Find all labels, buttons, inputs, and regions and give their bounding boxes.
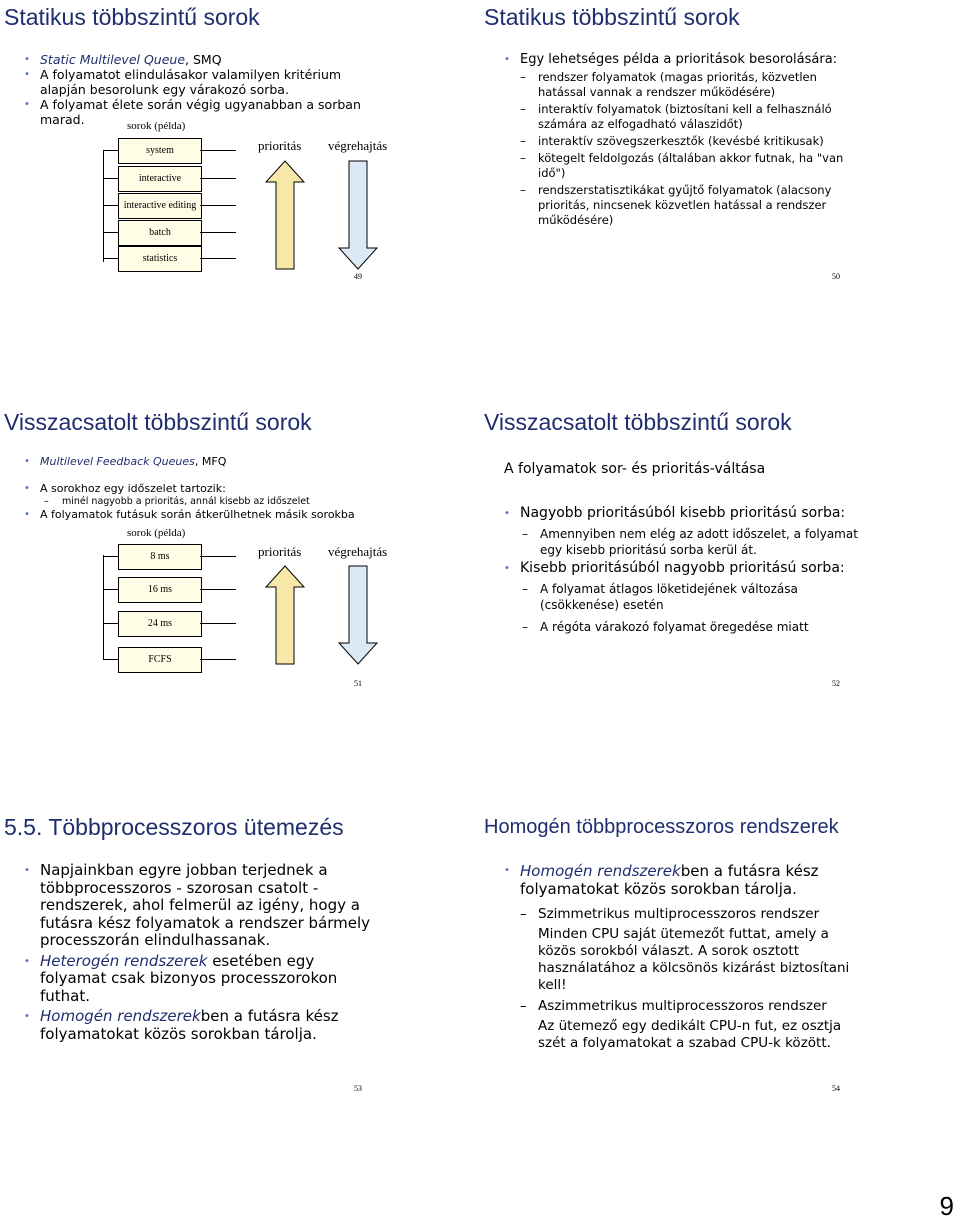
connector-line [103, 205, 118, 206]
connector-line [103, 178, 118, 179]
list-item [22, 482, 382, 508]
page-number: 54 [832, 1084, 840, 1093]
queue-exit-line [200, 178, 236, 179]
connector-line [103, 150, 104, 262]
list-item: – interaktív folyamatok (biztosítani kell a felhasználó számára az elfogadható válaszidőt) [518, 102, 863, 132]
queue-exit-line [200, 589, 236, 590]
connector-line [103, 589, 118, 590]
sub-item-body: Minden CPU saját ütemezőt futtat, amely a közös sorokból választ. A sorok osztott használatához a kölcsönös kizárást biztosítani kell! [538, 926, 850, 993]
list-item [502, 52, 862, 67]
list-item [22, 953, 382, 1006]
list-text: A sorokhoz egy időszelet tartozik: [40, 482, 226, 495]
list-item [22, 455, 382, 469]
slide-49 [0, 0, 470, 400]
connector-line [103, 555, 104, 659]
list-item: – rendszer folyamatok (magas prioritás, közvetlen hatással vannak a rendszer működésére) [518, 70, 863, 100]
execution-label: végrehajtás [328, 544, 388, 559]
term-italic: Static Multilevel Queue [40, 52, 186, 67]
list-item: • A folyamat élete során végig ugyanabban a sorban marad. [22, 97, 382, 127]
page-number: 50 [832, 272, 840, 281]
list-item: • Napjainkban egyre jobban terjednek a többprocesszoros - szorosan csatolt - rendszerek, ahol felmerül az igény, hogy a futásra kész folyamatok a rendszer bármely processzorán elindulhassanak. [22, 862, 382, 950]
slide-53 [0, 810, 470, 1210]
queue-box: system [118, 138, 202, 164]
connector-line [103, 556, 118, 557]
sub-item: – minél nagyobb a prioritás, annál kisebb az időszelet [42, 496, 382, 508]
execution-down-arrow-icon [338, 565, 378, 665]
slide-54 [480, 810, 950, 1210]
connector-line [103, 258, 118, 259]
execution-down-arrow-icon [338, 160, 378, 270]
sub-item: – A folyamat átlagos löketidejének változása (csökkenése) esetén [520, 581, 862, 613]
queue-box: 16 ms [118, 577, 202, 603]
list-item: • A folyamatot elindulásakor valamilyen kritérium alapján besorolunk egy várakozó sorba. [22, 67, 382, 97]
queue-box: batch [118, 220, 202, 246]
slide-52 [480, 405, 950, 805]
sub-item-body: Az ütemező egy dedikált CPU-n fut, ez osztja szét a folyamatokat a szabad CPU-k között. [538, 1018, 842, 1051]
term-suffix: esetében egy folyamat csak bizonyos processzorokon futhat. [40, 951, 338, 1005]
list-text: Nagyobb prioritásúból kisebb prioritású sorba: [520, 505, 846, 521]
list-item: – interaktív szövegszerkesztők (kevésbé kritikusak) [518, 134, 863, 149]
bullet-list [502, 862, 862, 898]
slide-title: Visszacsatolt többszintű sorok [4, 409, 312, 435]
queue-box: 24 ms [118, 611, 202, 637]
slide-title: Statikus többszintű sorok [4, 4, 260, 30]
list-item: • A folyamatok futásuk során átkerülhetnek másik sorokba [22, 508, 382, 522]
bullet-list [502, 52, 862, 67]
slide-title: Visszacsatolt többszintű sorok [484, 409, 792, 435]
page-number: 53 [354, 1084, 362, 1093]
priority-up-arrow-icon [265, 565, 305, 665]
priority-up-arrow-icon [265, 160, 305, 270]
slide-50 [480, 0, 950, 400]
sub-item: – Aszimmetrikus multiprocesszoros rendszer [518, 998, 863, 1015]
diagram-caption: sorok (példa) [127, 527, 186, 539]
list-item [22, 52, 382, 67]
term-suffix: ben a futásra kész folyamatokat közös sorokban tárolja. [520, 862, 819, 898]
bullet-list [502, 505, 862, 635]
bullet-list [22, 455, 382, 522]
queue-exit-line [200, 556, 236, 557]
connector-line [103, 232, 118, 233]
sub-list [518, 70, 863, 228]
slide-title: Homogén többprocesszoros rendszerek [484, 816, 839, 838]
list-item [502, 862, 862, 898]
priority-label: prioritás [258, 138, 302, 153]
sub-item: – Amennyiben nem elég az adott időszelet, a folyamat egy kisebb prioritású sorba kerül át. [520, 526, 862, 558]
slide-title: Statikus többszintű sorok [484, 4, 740, 30]
page-number: 52 [832, 679, 840, 688]
connector-line [103, 623, 118, 624]
term-suffix: ben a futásra kész folyamatokat közös sorokban tárolja. [40, 1007, 339, 1043]
queue-box: statistics [118, 246, 202, 272]
term-italic: Homogén rendszerek [40, 1007, 201, 1025]
list-item [502, 560, 862, 635]
queue-box: interactive editing [118, 193, 202, 219]
term-italic: Homogén rendszerek [520, 862, 681, 880]
term-suffix: , MFQ [194, 455, 227, 468]
list-item: – rendszerstatisztikákat gyűjtő folyamatok (alacsony prioritás, nincsenek közvetlen hatással a rendszer működésére) [518, 183, 863, 228]
slide-51 [0, 405, 470, 805]
queue-exit-line [200, 150, 236, 151]
lead-text: Egy lehetséges példa a prioritások besorolására: [520, 52, 838, 67]
page-number: 49 [354, 272, 362, 281]
sub-item: – Szimmetrikus multiprocesszoros rendszer [518, 906, 863, 923]
priority-label: prioritás [258, 544, 302, 559]
term-suffix: , SMQ [185, 52, 222, 67]
list-item [502, 505, 862, 558]
slide-title: 5.5. Többprocesszoros ütemezés [4, 814, 344, 840]
queue-exit-line [200, 659, 236, 660]
list-item: – kötegelt feldolgozás (általában akkor futnak, ha "van idő") [518, 151, 863, 181]
sub-list [518, 906, 863, 1052]
queue-exit-line [200, 232, 236, 233]
queue-exit-line [200, 205, 236, 206]
queue-exit-line [200, 258, 236, 259]
queue-box: 8 ms [118, 544, 202, 570]
diagram-caption: sorok (példa) [127, 120, 186, 132]
list-text: Kisebb prioritásúból nagyobb prioritású sorba: [520, 560, 845, 576]
execution-label: végrehajtás [328, 138, 388, 153]
queue-box: interactive [118, 166, 202, 192]
lead-text: A folyamatok sor- és prioritás-váltása [504, 461, 766, 477]
term-italic: Multilevel Feedback Queues [40, 455, 195, 468]
queue-exit-line [200, 623, 236, 624]
connector-line [103, 150, 118, 151]
connector-line [103, 659, 118, 660]
bullet-list [22, 52, 382, 127]
term-italic: Heterogén rendszerek [40, 951, 208, 970]
list-item [22, 1008, 382, 1043]
page-number: 51 [354, 679, 362, 688]
bullet-list [22, 862, 382, 1043]
sheet-page-number: 9 [939, 1191, 954, 1221]
queue-box: FCFS [118, 647, 202, 673]
sub-item: – A régóta várakozó folyamat öregedése miatt [520, 619, 862, 635]
